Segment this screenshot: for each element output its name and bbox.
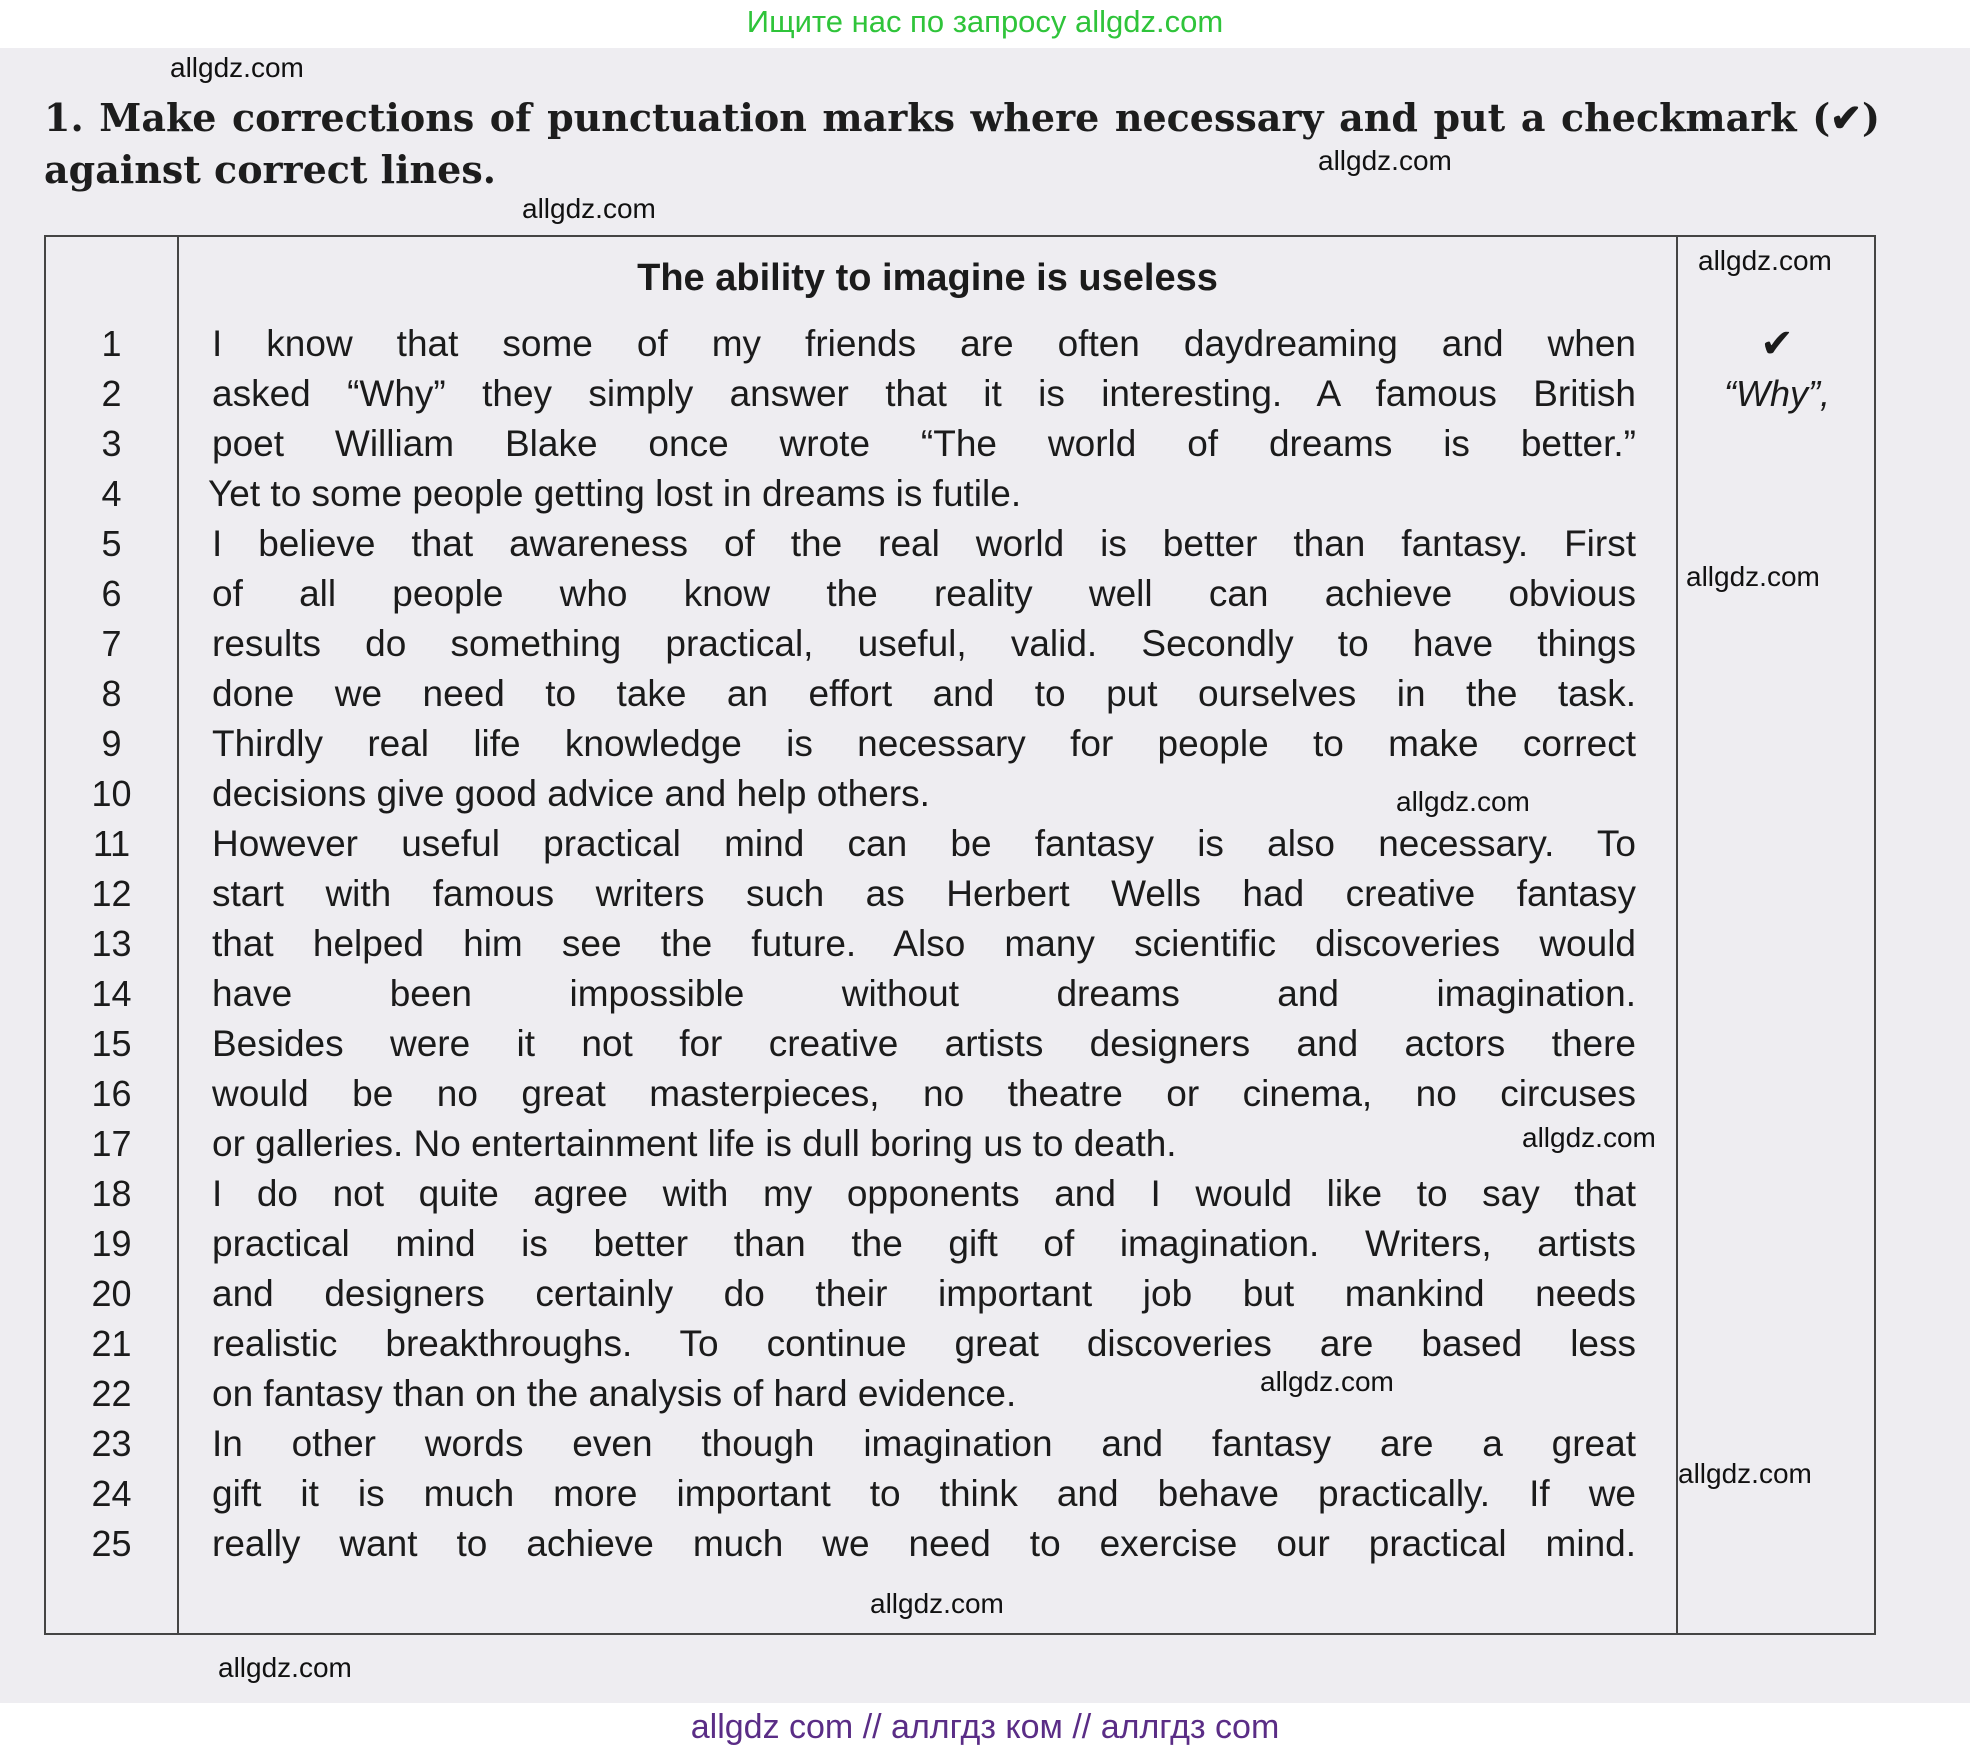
- table-row: [46, 469, 1876, 519]
- watermark: allgdz.com: [170, 52, 304, 83]
- table-row: [46, 1469, 1876, 1519]
- line-number: 11: [92, 823, 131, 864]
- line-text: However useful practical mind can be fantasy is also necessary. To: [212, 823, 1636, 864]
- line-number: 1: [101, 323, 122, 364]
- line-text: have been impossible without dreams and imagination.: [212, 973, 1636, 1014]
- line-number: 15: [91, 1023, 132, 1064]
- table-row: [46, 919, 1876, 969]
- line-number: 24: [91, 1473, 132, 1514]
- line-number: 22: [91, 1373, 132, 1414]
- correction-cell: “Why”,: [1724, 373, 1830, 414]
- line-text: poet William Blake once wrote “The world of dreams is better.”: [212, 423, 1636, 464]
- table-row: [46, 719, 1876, 769]
- table-row: [46, 769, 1876, 819]
- table-row: [46, 869, 1876, 919]
- checkmark-icon: ✔: [1760, 322, 1794, 366]
- line-text: and designers certainly do their important job but mankind needs: [212, 1273, 1636, 1314]
- table-row: [46, 1069, 1876, 1119]
- table-row: [46, 369, 1876, 419]
- watermark: allgdz.com: [522, 193, 656, 224]
- line-number: 21: [91, 1323, 132, 1364]
- table-row: [46, 419, 1876, 469]
- line-number: 17: [91, 1123, 132, 1164]
- table-row: [46, 1519, 1876, 1569]
- line-text: I do not quite agree with my opponents and I would like to say that: [212, 1173, 1636, 1214]
- line-text: realistic breakthroughs. To continue great discoveries are based less: [212, 1323, 1636, 1364]
- watermark: allgdz.com: [1318, 145, 1452, 176]
- watermark: allgdz.com: [1678, 1458, 1812, 1489]
- line-text: on fantasy than on the analysis of hard evidence.: [212, 1373, 1017, 1414]
- watermark: allgdz.com: [1686, 561, 1820, 592]
- exercise-table: [44, 235, 1876, 1635]
- top-banner[interactable]: Ищите нас по запросу allgdz.com: [0, 0, 1970, 48]
- bottom-banner[interactable]: allgdz com // аллгдз ком // аллгдз com: [0, 1703, 1970, 1751]
- line-number: 12: [91, 873, 132, 914]
- line-text: asked “Why” they simply answer that it is interesting. A famous British: [212, 373, 1636, 414]
- line-text: I believe that awareness of the real world is better than fantasy. First: [212, 523, 1636, 564]
- table-row: [46, 619, 1876, 669]
- line-number: 13: [91, 923, 132, 964]
- line-number: 8: [101, 673, 122, 714]
- watermark: allgdz.com: [1698, 245, 1832, 276]
- table-row: [46, 1369, 1876, 1419]
- line-number: 2: [101, 373, 122, 414]
- line-number: 4: [101, 473, 122, 514]
- table-row: [46, 1019, 1876, 1069]
- line-text: start with famous writers such as Herbert Wells had creative fantasy: [212, 873, 1636, 914]
- line-number: 16: [91, 1073, 132, 1114]
- line-number: 19: [91, 1223, 132, 1264]
- line-number: 3: [101, 423, 122, 464]
- watermark: allgdz.com: [1396, 786, 1530, 817]
- table-row: [46, 1219, 1876, 1269]
- line-text: of all people who know the reality well can achieve obvious: [212, 573, 1636, 614]
- table-row: [46, 319, 1876, 369]
- line-text: practical mind is better than the gift of imagination. Writers, artists: [212, 1223, 1636, 1264]
- line-text: I know that some of my friends are often daydreaming and when: [212, 323, 1636, 364]
- line-text: results do something practical, useful, valid. Secondly to have things: [212, 623, 1636, 664]
- watermark: allgdz.com: [1260, 1366, 1394, 1397]
- table-row: [46, 669, 1876, 719]
- watermark: allgdz.com: [870, 1588, 1004, 1619]
- table-row: [46, 519, 1876, 569]
- watermark: allgdz.com: [218, 1652, 352, 1683]
- line-number: 9: [101, 723, 122, 764]
- line-text: Yet to some people getting lost in dreams is futile.: [208, 473, 1022, 514]
- line-number: 20: [91, 1273, 132, 1314]
- line-number: 6: [101, 573, 122, 614]
- line-number: 18: [91, 1173, 132, 1214]
- watermark: allgdz.com: [1522, 1122, 1656, 1153]
- task-title: 1. Make corrections of punctuation marks where necessary and put a checkmark (✔) against correct lines.: [44, 95, 1880, 192]
- table-row: [46, 1169, 1876, 1219]
- table-row: [46, 1269, 1876, 1319]
- line-number: 14: [91, 973, 132, 1014]
- line-text: that helped him see the future. Also many scientific discoveries would: [212, 923, 1636, 964]
- line-number: 5: [101, 523, 122, 564]
- line-text: done we need to take an effort and to put ourselves in the task.: [212, 673, 1636, 714]
- line-number: 23: [91, 1423, 132, 1464]
- line-text: really want to achieve much we need to exercise our practical mind.: [212, 1523, 1636, 1564]
- table-row: [46, 569, 1876, 619]
- line-number: 25: [91, 1523, 132, 1564]
- line-text: decisions give good advice and help others.: [212, 773, 930, 814]
- text-title: The ability to imagine is useless: [637, 257, 1218, 299]
- line-number: 10: [91, 773, 132, 814]
- table-row: [46, 819, 1876, 869]
- line-number: 7: [101, 623, 122, 664]
- line-text: In other words even though imagination and fantasy are a great: [212, 1423, 1636, 1464]
- line-text: gift it is much more important to think and behave practically. If we: [212, 1473, 1636, 1514]
- line-text: Thirdly real life knowledge is necessary for people to make correct: [212, 723, 1636, 764]
- line-text: Besides were it not for creative artists designers and actors there: [212, 1023, 1636, 1064]
- table-row: [46, 1419, 1876, 1469]
- table-row: [46, 1319, 1876, 1369]
- table-row: [46, 969, 1876, 1019]
- line-text: would be no great masterpieces, no theatre or cinema, no circuses: [212, 1073, 1636, 1114]
- line-text: or galleries. No entertainment life is dull boring us to death.: [212, 1123, 1177, 1164]
